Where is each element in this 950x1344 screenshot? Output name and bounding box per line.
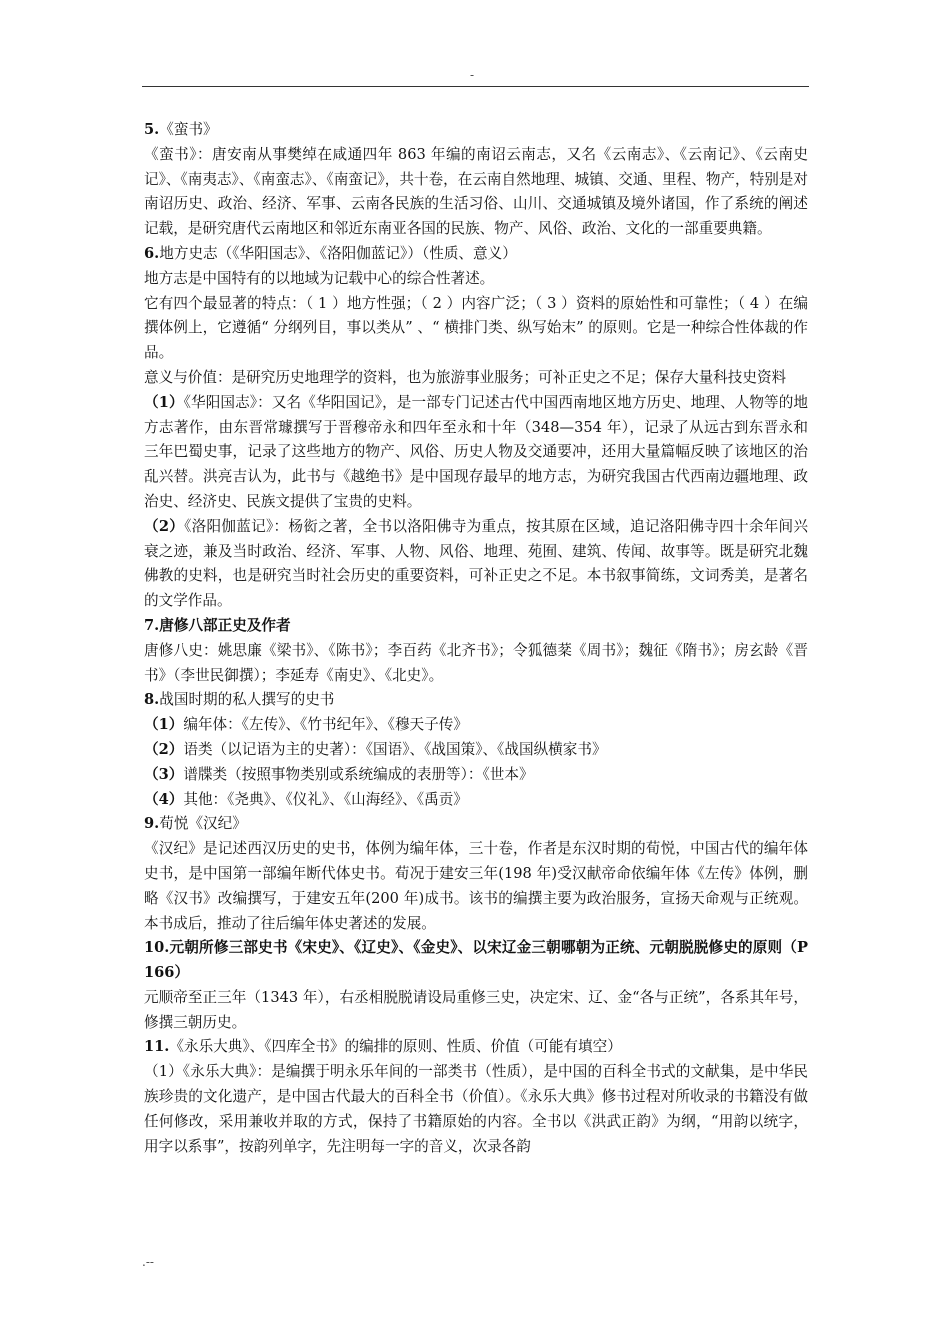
- paragraph: [144, 763, 808, 788]
- section-heading: [144, 242, 808, 267]
- section-heading: [144, 614, 808, 639]
- section-heading: [144, 1035, 808, 1060]
- section-heading: [144, 118, 808, 143]
- paragraph: [144, 713, 808, 738]
- paragraph-text: 《华阳国志》：又名《华阳国记》，是一部专门记述古代中国西南地区地方历史、地理、人物等的地方志著作，由东晋常璩撰写于晋穆帝永和四年至永和十年（348—354 年），记录了从远古到东晋永和三年巴蜀史事，记录了这些地方的物产、风俗、历史人物及交通要冲，还用大量篇幅反映了该地区的治乱兴替。洪亮吉认为，此书与《越绝书》是中国现存最早的地方志，为研究我国古代西南边疆地理、政治史、经济史、民族文提供了宝贵的史料。: [144, 393, 809, 510]
- paragraph-text: 元顺帝至正三年（1343 年），右丞相脱脱请设局重修三史，决定宋、辽、金“各与正统”，各系其年号，修撰三朝历史。: [144, 988, 808, 1031]
- section-number: 7.: [144, 616, 160, 634]
- paragraph: [144, 1060, 808, 1159]
- paragraph-text: 唐修八史：姚思廉《梁书》、《陈书》；李百药《北齐书》；令狐德棻《周书》；魏征《隋书》；房玄龄《晋书》（李世民御撰）；李延寿《南史》、《北史》。: [144, 641, 808, 684]
- section-heading: [144, 688, 808, 713]
- section-title: 《蛮书》: [159, 121, 218, 138]
- paragraph-text: 编年体：《左传》、《竹书纪年》、《穆天子传》: [183, 716, 468, 734]
- section-number: 6.: [144, 244, 160, 262]
- item-marker: （4）: [144, 790, 184, 808]
- section-title: 唐修八部正史及作者: [159, 616, 291, 634]
- paragraph: [144, 986, 808, 1036]
- section-title: 战国时期的私人撰写的史书: [159, 691, 335, 709]
- item-marker: （1）: [144, 1063, 183, 1081]
- header-rule: [142, 86, 809, 87]
- paragraph-text: 《永乐大典》：是编撰于明永乐年间的一部类书（性质），是中国的百科全书式的文献集，是中华民族珍贵的文化遗产，是中国古代最大的百科全书（价值）。《永乐大典》修书过程对所收录的书籍没有做任何修改，采用兼收并取的方式，保持了书籍原始的内容。全书以《洪武正韵》为纲，“用韵以统字，用字以系事”，按韵列单字，先注明每一字的音义，次录各韵: [144, 1063, 808, 1155]
- section-title: 元朝所修三部史书《宋史》、《辽史》、《金史》、以宋辽金三朝哪朝为正统、元朝脱脱修史的原则（P166）: [144, 939, 808, 982]
- paragraph: [144, 366, 808, 391]
- paragraph-text: 其他：《尧典》、《仪礼》、《山海经》、《禹贡》: [183, 790, 468, 808]
- paragraph-text: 语类（以记语为主的史著）：《国语》、《战国策》、《战国纵横家书》: [183, 740, 607, 758]
- paragraph: [144, 639, 808, 689]
- section-title: 《永乐大典》、《四库全书》的编排的原则、性质、价值（可能有填空）: [169, 1038, 622, 1056]
- paragraph-text: 《汉纪》是记述西汉历史的史书，体例为编年体，三十卷，作者是东汉时期的荀悦，中国古代的编年体史书，是中国第一部编年断代体史书。荀况于建安三年(198 年)受汉献帝命依编年体《左传》体例，删略《汉书》改编撰写，于建安五年(200 年)成书。该书的编撰主要为政治服务，宣扬天命观与正统观。本书成后，推动了往后编年体史著述的发展。: [144, 840, 808, 932]
- paragraph-text: 《蛮书》：唐安南从事樊绰在咸通四年 863 年编的南诏云南志，又名《云南志》、《云南记》、《云南史记》、《南夷志》、《南蛮志》、《南蛮记》，共十卷，在云南自然地理、城镇、交通、里程、物产，特别是对南诏历史、政治、经济、军事、云南各民族的生活习俗、山川、交通城镇及境外诸国，作了系统的阐述记载，是研究唐代云南地区和邻近东南亚各国的民族、物产、风俗、政治、文化的一部重要典籍。: [144, 145, 808, 238]
- item-marker: （2）: [144, 517, 185, 535]
- paragraph: [144, 738, 808, 763]
- section-heading: [144, 812, 808, 837]
- paragraph: [144, 837, 808, 936]
- section-number: 5.: [144, 121, 160, 138]
- paragraph: [144, 391, 808, 515]
- header-mark: -: [470, 68, 475, 82]
- item-marker: （1）: [144, 716, 184, 734]
- section-number: 11.: [144, 1038, 170, 1056]
- section-number: 9.: [144, 815, 160, 833]
- section-number: 8.: [144, 691, 160, 709]
- paragraph: [144, 788, 808, 813]
- section-title: 荀悦《汉纪》: [159, 815, 247, 833]
- paragraph: [144, 143, 808, 242]
- paragraph-text: 地方志是中国特有的以地域为记载中心的综合性著述。: [144, 269, 495, 287]
- item-marker: （3）: [144, 765, 184, 783]
- item-marker: （2）: [144, 740, 184, 758]
- paragraph-text: 它有四个最显著的特点：（ 1 ）地方性强；（ 2 ）内容广泛；（ 3 ）资料的原始性和可靠性；（ 4 ）在编撰体例上，它遵循“ 分纲列目，事以类从” 、“ 横排门类、纵写始末” 的原则。它是一种综合性体裁的作品。: [144, 294, 808, 362]
- paragraph: [144, 292, 808, 366]
- paragraph-text: 意义与价值：是研究历史地理学的资料，也为旅游事业服务；可补正史之不足；保存大量科技史资料: [144, 368, 787, 386]
- paragraph-text: 谱牒类（按照事物类别或系统编成的表册等）：《世本》: [183, 765, 534, 783]
- paragraph-text: 《洛阳伽蓝记》：杨衒之著，全书以洛阳佛寺为重点，按其原在区域，追记洛阳佛寺四十余年间兴衰之迹，兼及当时政治、经济、军事、人物、风俗、地理、苑囿、建筑、传闻、故事等。既是研究北魏佛教的史料，也是研究当时社会历史的重要资料，可补正史之不足。本书叙事简练，文词秀美，是著名的文学作品。: [144, 517, 808, 610]
- section-number: 10.: [144, 939, 170, 957]
- section-heading: [144, 936, 808, 986]
- footer-mark: .--: [142, 1255, 154, 1269]
- item-marker: （1）: [144, 393, 184, 411]
- paragraph: [144, 515, 808, 614]
- document-body: [144, 118, 808, 1159]
- paragraph: [144, 267, 808, 292]
- section-title: 地方史志（《华阳国志》、《洛阳伽蓝记》）（性质、意义）: [159, 244, 517, 262]
